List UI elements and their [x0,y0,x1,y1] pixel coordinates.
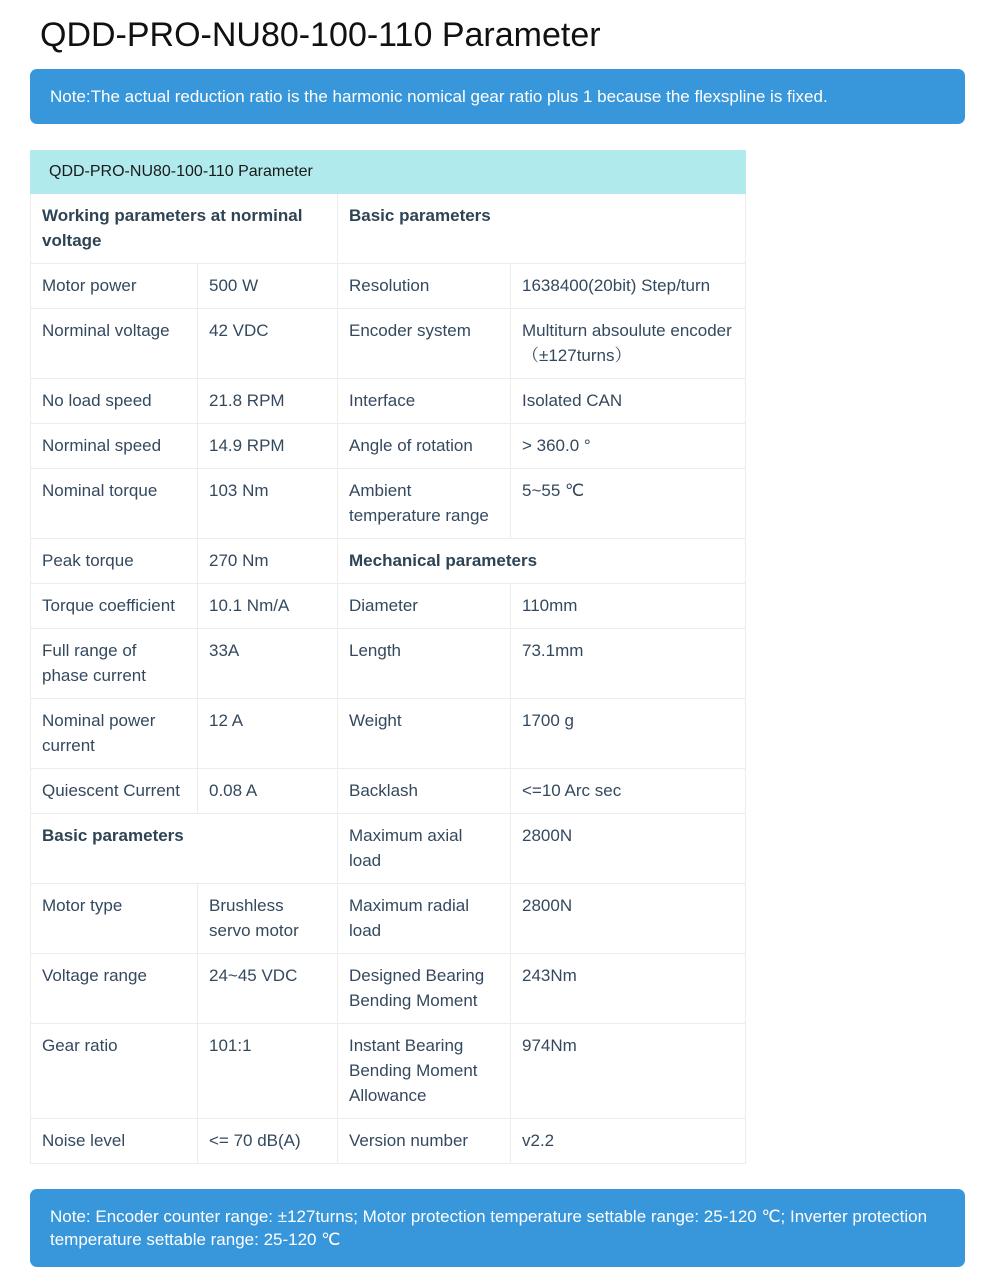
param-value-cell: 1638400(20bit) Step/turn [511,264,746,309]
param-label-cell: Resolution [338,264,511,309]
param-label-cell: Encoder system [338,309,511,379]
param-label-cell: Length [338,629,511,699]
param-value-cell: 2800N [511,884,746,954]
param-value-cell: 21.8 RPM [198,379,338,424]
param-value-cell: Multiturn absoulute encoder（±127turns） [511,309,746,379]
table-row [31,884,746,954]
table-row [31,1024,746,1119]
bottom-note-text: Note: Encoder counter range: ±127turns; Motor protection temperature settable range: 25-120 ℃; Inverter protection temperature settable range: 25-120 ℃ [50,1207,928,1249]
table-title: QDD-PRO-NU80-100-110 Parameter [31,151,746,194]
table-row [31,424,746,469]
param-label-cell: Noise level [31,1119,198,1164]
table-row [31,264,746,309]
param-value-cell: 1700 g [511,699,746,769]
param-value-cell: 0.08 A [198,769,338,814]
param-value-cell: 42 VDC [198,309,338,379]
param-value-cell: 500 W [198,264,338,309]
parameter-table [30,150,746,1164]
table-row [31,584,746,629]
param-value-cell: 14.9 RPM [198,424,338,469]
table-row [31,769,746,814]
page-title: QDD-PRO-NU80-100-110 Parameter [40,16,601,54]
param-label-cell: Ambient temperature range [338,469,511,539]
param-value-cell: 110mm [511,584,746,629]
table-row [31,814,746,884]
table-row [31,469,746,539]
table-title-row [31,151,746,194]
param-label-cell: Norminal voltage [31,309,198,379]
param-label-cell: Nominal power current [31,699,198,769]
param-value-cell: v2.2 [511,1119,746,1164]
param-value-cell: Isolated CAN [511,379,746,424]
parameter-page [0,15,1000,1255]
table-row [31,379,746,424]
param-value-cell: 24~45 VDC [198,954,338,1024]
param-label-cell: Diameter [338,584,511,629]
param-label-cell: Gear ratio [31,1024,198,1119]
top-note-text: Note:The actual reduction ratio is the harmonic nomical gear ratio plus 1 because the flexspline is fixed. [50,87,828,106]
param-value-cell: 101:1 [198,1024,338,1119]
param-label-cell: Weight [338,699,511,769]
param-label-cell: Motor power [31,264,198,309]
param-label-cell: Motor type [31,884,198,954]
param-label-cell: Full range of phase current [31,629,198,699]
section-header-cell: Basic parameters [338,194,746,264]
table-row [31,539,746,584]
param-label-cell: Voltage range [31,954,198,1024]
param-label-cell: Interface [338,379,511,424]
param-value-cell: Brushless servo motor [198,884,338,954]
top-note-banner [30,69,965,124]
param-label-cell: Maximum axial load [338,814,511,884]
param-label-cell: Nominal torque [31,469,198,539]
table-row [31,1119,746,1164]
param-value-cell: 270 Nm [198,539,338,584]
param-label-cell: Peak torque [31,539,198,584]
param-value-cell: <=10 Arc sec [511,769,746,814]
param-label-cell: Angle of rotation [338,424,511,469]
param-value-cell: 103 Nm [198,469,338,539]
param-label-cell: Maximum radial load [338,884,511,954]
param-label-cell: Backlash [338,769,511,814]
section-header-cell: Basic parameters [31,814,338,884]
table-row [31,699,746,769]
table-row [31,954,746,1024]
table-row [31,194,746,264]
section-header-cell: Mechanical parameters [338,539,746,584]
param-value-cell: 243Nm [511,954,746,1024]
param-label-cell: Instant Bearing Bending Moment Allowance [338,1024,511,1119]
param-value-cell: 974Nm [511,1024,746,1119]
table-row [31,309,746,379]
param-value-cell: 10.1 Nm/A [198,584,338,629]
section-header-cell: Working parameters at norminal voltage [31,194,338,264]
param-value-cell: <= 70 dB(A) [198,1119,338,1164]
param-label-cell: Version number [338,1119,511,1164]
param-value-cell: 5~55 ℃ [511,469,746,539]
param-label-cell: Quiescent Current [31,769,198,814]
param-label-cell: Norminal speed [31,424,198,469]
param-value-cell: > 360.0 ° [511,424,746,469]
param-label-cell: No load speed [31,379,198,424]
param-value-cell: 12 A [198,699,338,769]
param-value-cell: 2800N [511,814,746,884]
param-value-cell: 33A [198,629,338,699]
bottom-note-banner [30,1189,965,1267]
table-row [31,629,746,699]
param-label-cell: Torque coefficient [31,584,198,629]
param-value-cell: 73.1mm [511,629,746,699]
param-label-cell: Designed Bearing Bending Moment [338,954,511,1024]
